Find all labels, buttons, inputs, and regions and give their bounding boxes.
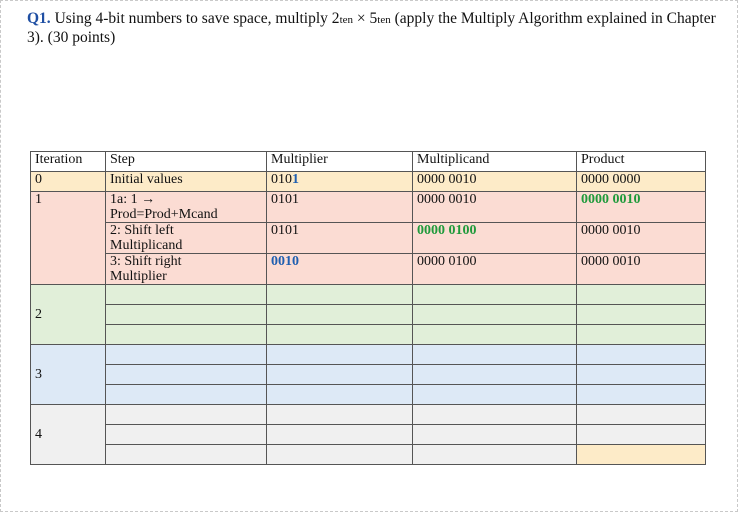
empty-cell (577, 425, 706, 445)
cell-iteration-2: 2 (31, 285, 106, 345)
table-row-iter1-step2 (31, 223, 706, 254)
cell-multiplicand-1a: 0000 0010 (413, 192, 577, 223)
step-1a-line2: Prod=Prod+Mcand (110, 207, 218, 222)
step-1a-line1: 1a: 1 → (110, 192, 156, 207)
empty-cell (106, 365, 267, 385)
empty-cell (106, 425, 267, 445)
empty-cell (577, 405, 706, 425)
empty-cell (267, 405, 413, 425)
table-row (31, 325, 706, 345)
cell-multiplier-3: 0010 (267, 254, 413, 285)
cell-iteration-0: 0 (31, 172, 106, 192)
table-row (31, 305, 706, 325)
empty-cell (577, 365, 706, 385)
empty-cell (106, 305, 267, 325)
header-multiplier: Multiplier (267, 152, 413, 172)
header-step: Step (106, 152, 267, 172)
empty-cell (413, 305, 577, 325)
empty-cell (413, 365, 577, 385)
empty-cell (267, 325, 413, 345)
header-row (31, 152, 706, 172)
cell-multiplier-initial (267, 172, 413, 192)
question-text (27, 10, 717, 47)
cell-multiplicand-3: 0000 0100 (413, 254, 577, 285)
cell-product-2: 0000 0010 (577, 223, 706, 254)
table-row-iter1-step3 (31, 254, 706, 285)
table-row (31, 365, 706, 385)
table-row-iter1-step1 (31, 192, 706, 223)
empty-cell (413, 385, 577, 405)
cell-multiplicand-initial: 0000 0010 (413, 172, 577, 192)
empty-cell (106, 345, 267, 365)
cell-multiplicand-2: 0000 0100 (413, 223, 577, 254)
empty-cell (577, 385, 706, 405)
cell-multiplier-1a: 0101 (267, 192, 413, 223)
header-product: Product (577, 152, 706, 172)
table-row (31, 285, 706, 305)
final-product-cell (577, 445, 706, 465)
question-times: × 5 (353, 10, 378, 27)
cell-iteration-1: 1 (31, 192, 106, 285)
empty-cell (267, 385, 413, 405)
question-part-1: Using 4-bit numbers to save space, multiply 2 (50, 10, 340, 27)
empty-cell (267, 445, 413, 465)
cell-multiplier-2: 0101 (267, 223, 413, 254)
multiply-algorithm-table (30, 151, 706, 465)
cell-product-initial: 0000 0000 (577, 172, 706, 192)
header-iteration: Iteration (31, 152, 106, 172)
empty-cell (106, 385, 267, 405)
question-part-2: (apply the Multiply Algorithm explained in Chapter 3). (30 points) (27, 10, 716, 46)
empty-cell (106, 325, 267, 345)
empty-cell (577, 325, 706, 345)
cell-step-1a (106, 192, 267, 223)
empty-cell (577, 345, 706, 365)
cell-iteration-3: 3 (31, 345, 106, 405)
question-number: Q1. (27, 10, 51, 27)
table-row (31, 405, 706, 425)
table-row (31, 425, 706, 445)
empty-cell (106, 445, 267, 465)
cell-iteration-4: 4 (31, 405, 106, 465)
empty-cell (267, 425, 413, 445)
empty-cell (106, 285, 267, 305)
empty-cell (413, 445, 577, 465)
table-row-initial (31, 172, 706, 192)
table-row (31, 385, 706, 405)
empty-cell (106, 405, 267, 425)
subscript-ten-1: ten (339, 14, 354, 26)
empty-cell (267, 285, 413, 305)
empty-cell (413, 325, 577, 345)
cell-step-initial: Initial values (106, 172, 267, 192)
empty-cell (267, 305, 413, 325)
header-multiplicand: Multiplicand (413, 152, 577, 172)
table-row (31, 445, 706, 465)
empty-cell (267, 365, 413, 385)
cell-step-2 (106, 223, 267, 254)
empty-cell (413, 405, 577, 425)
empty-cell (413, 285, 577, 305)
empty-cell (413, 345, 577, 365)
cell-product-3: 0000 0010 (577, 254, 706, 285)
multiplier-prefix: 010 (271, 172, 292, 187)
cell-product-1a: 0000 0010 (577, 192, 706, 223)
step-2-line2: Multiplicand (110, 238, 183, 253)
empty-cell (577, 305, 706, 325)
subscript-ten-2: ten (377, 14, 391, 26)
step-2-line1: 2: Shift left (110, 223, 174, 238)
empty-cell (267, 345, 413, 365)
empty-cell (577, 285, 706, 305)
step-3-line1: 3: Shift right (110, 254, 182, 269)
table-row (31, 345, 706, 365)
step-3-line2: Multiplier (110, 269, 167, 284)
empty-cell (413, 425, 577, 445)
multiplier-lsb-highlight: 1 (292, 172, 299, 187)
cell-step-3 (106, 254, 267, 285)
